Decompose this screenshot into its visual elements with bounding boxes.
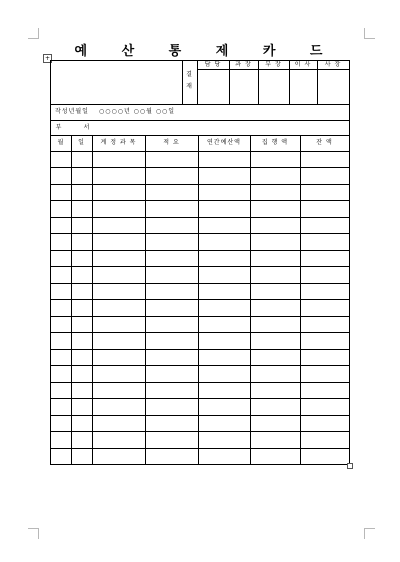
date-label: 작성년월일 (55, 108, 89, 115)
approval-header-line (197, 69, 349, 70)
header-balance: 잔 액 (316, 139, 333, 146)
table-row (51, 184, 349, 185)
table-row (51, 167, 349, 168)
table-row (51, 316, 349, 317)
table-row (51, 382, 349, 383)
table-row (51, 250, 349, 251)
approval-col-director: 이 사 (294, 61, 312, 68)
approval-label-top: 결 (186, 71, 193, 78)
header-account: 계 정 과 목 (100, 139, 137, 146)
approval-col-section-chief: 과 장 (235, 61, 252, 68)
table-move-handle-icon[interactable]: + (44, 55, 51, 62)
budget-control-form (50, 60, 350, 465)
table-row (51, 217, 349, 218)
crop-mark-bottom-left (28, 528, 39, 539)
table-row (51, 415, 349, 416)
header-description: 적 요 (163, 139, 180, 146)
table-row (51, 266, 349, 267)
table-row (51, 299, 349, 300)
table-row (51, 431, 349, 432)
approval-col-president: 사 장 (324, 61, 342, 68)
header-day: 일 (78, 139, 85, 146)
table-row (51, 233, 349, 234)
table-resize-handle[interactable] (347, 463, 353, 469)
table-row (51, 332, 349, 333)
dept-label-2: 서 (83, 123, 91, 131)
header-executed: 집 행 액 (261, 139, 289, 146)
approval-label-bottom: 재 (186, 83, 193, 90)
table-row (51, 398, 349, 399)
header-annual-budget: 연간예산액 (207, 139, 241, 146)
document-title: 예 산 통 제 카 드 (74, 44, 338, 59)
table-row (51, 349, 349, 350)
date-value: ○○○○년 ○○월 ○○일 (99, 108, 176, 115)
row-line (51, 120, 349, 121)
dept-label-1: 부 (55, 123, 63, 131)
table-row (51, 283, 349, 284)
crop-mark-bottom-right (364, 528, 375, 539)
table-row (51, 365, 349, 366)
table-row (51, 200, 349, 201)
table-row (51, 448, 349, 449)
table-row (51, 151, 349, 152)
crop-mark-top-right (364, 28, 375, 39)
crop-mark-top-left (28, 28, 39, 39)
approval-col-staff: 담 당 (204, 61, 222, 68)
row-line (51, 104, 349, 105)
approval-col-dept-head: 부 장 (265, 61, 282, 68)
header-month: 월 (57, 139, 65, 146)
